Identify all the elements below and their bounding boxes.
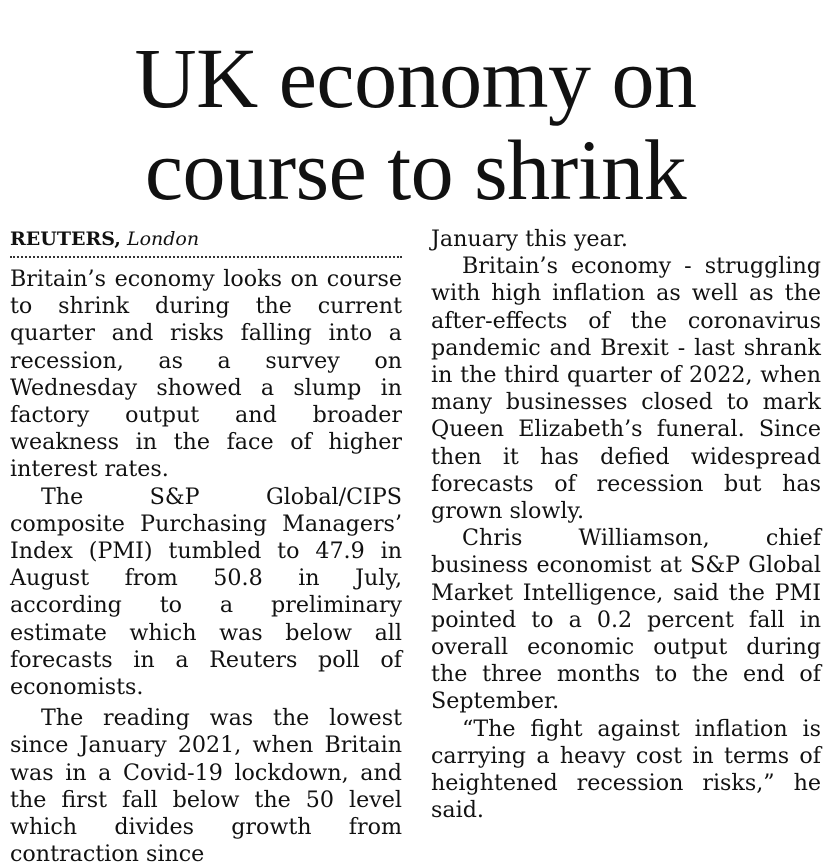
byline [10,226,402,254]
byline-agency: REUTERS, [10,228,121,250]
byline-place: London [126,228,200,250]
article-column-right [431,226,821,824]
article-paragraph: January this year. [431,226,628,252]
article-paragraph: The reading was the lowest since January 2021, when Britain was in a Covid-19 lockdown, and the first fall below the 50 level which divides growth from contraction since [10,705,402,868]
article-paragraph: Britain’s economy - struggling with high inflation as well as the after-effects of the coronavirus pandemic and Brexit - last shrank in the third quarter of 2022, when many businesses closed to mark Queen Elizabeth’s funeral. Since then it has defied widespread forecasts of recession but has grown slowly. [431,253,821,525]
article-column-left [10,226,402,868]
article-paragraph: “The fight against inflation is carrying a heavy cost in terms of heightened recession risks,” he said. [431,715,821,824]
article-paragraph: Chris Williamson, chief business economist at S&P Global Market Intelligence, said the PMI pointed to a 0.2 percent fall in overall economic output during the three months to the end of September. [431,525,821,715]
headline-line-1: UK economy on [134,30,697,126]
article-paragraph: The S&P Global/CIPS composite Purchasing Managers’ Index (PMI) tumbled to 47.9 in August from 50.8 in July, according to a preliminary estimate which was below all forecasts in a Reuters poll of economists. [10,483,402,701]
headline-line-2: course to shrink [144,122,687,218]
headline [0,32,831,216]
byline-divider [10,256,402,258]
article-paragraph: Britain’s economy looks on course to shrink during the current quarter and risks falling into a recession, as a survey on Wednesday showed a slump in factory output and broader weakness in the face of higher interest rates. [10,266,402,483]
